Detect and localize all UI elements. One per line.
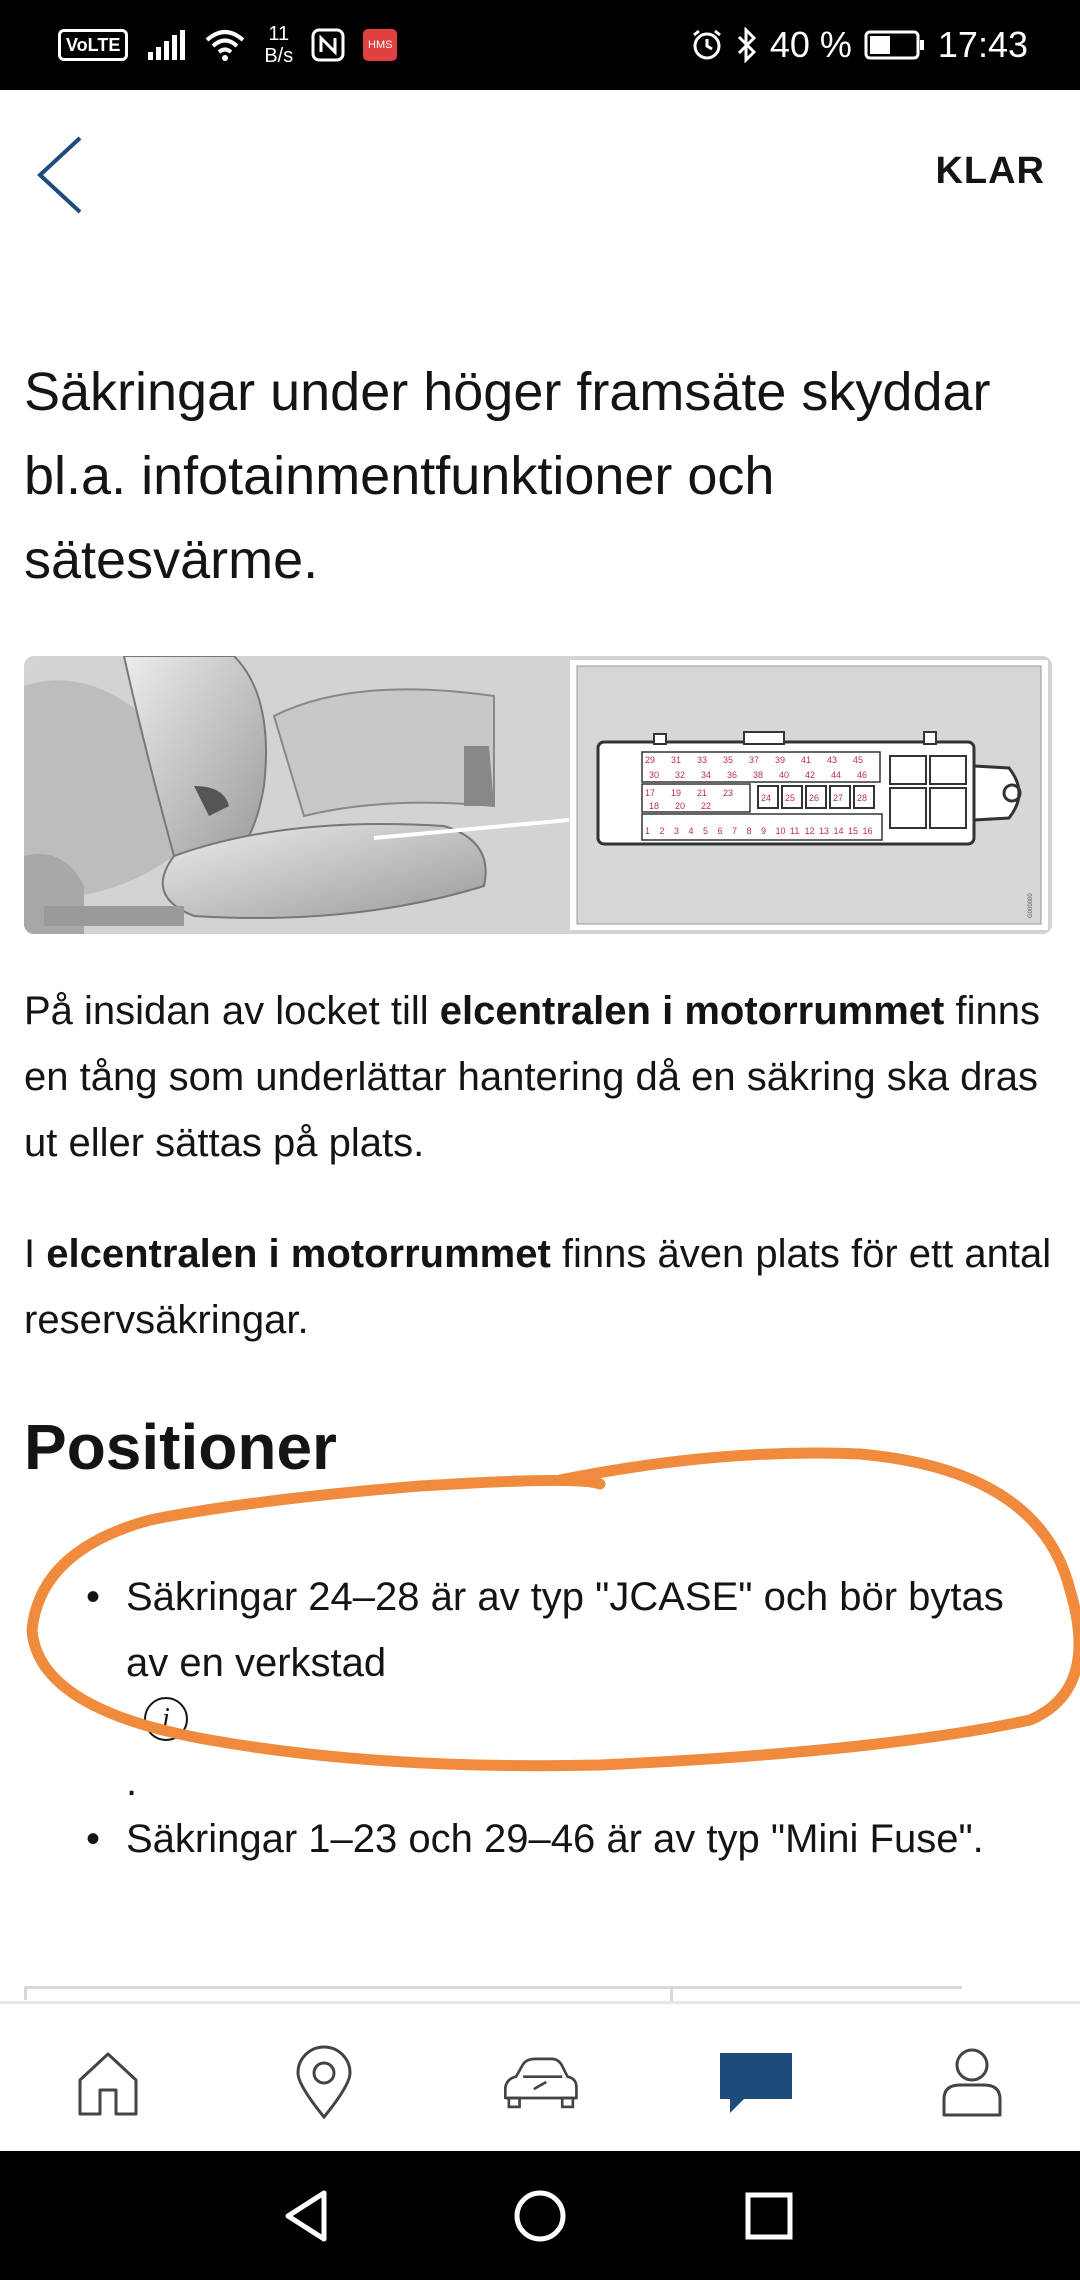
system-recents-button[interactable] bbox=[734, 2181, 804, 2251]
seat-fusebox-image bbox=[24, 656, 1052, 934]
hms-icon: HMS bbox=[363, 29, 397, 61]
fuse-label: 43 bbox=[827, 755, 838, 765]
home-icon bbox=[72, 2046, 144, 2118]
list-item-dot: . bbox=[126, 1760, 138, 1804]
back-button[interactable] bbox=[30, 130, 90, 220]
car-icon bbox=[500, 2052, 580, 2112]
svg-text:G000000: G000000 bbox=[1028, 893, 1034, 918]
net-speed-value: 11 bbox=[268, 23, 290, 45]
fuse-label: 19 bbox=[671, 788, 682, 798]
fuse-label: 7 bbox=[732, 826, 738, 836]
fuse-label: 1 bbox=[645, 826, 651, 836]
circle-home-icon bbox=[505, 2181, 575, 2251]
fuse-label: 33 bbox=[697, 755, 708, 765]
square-recents-icon bbox=[734, 2181, 804, 2251]
table-edge bbox=[24, 1986, 962, 2000]
fuse-label: 32 bbox=[675, 770, 686, 780]
paragraph-spare-fuses bbox=[24, 1221, 1054, 1353]
fuse-label: 44 bbox=[831, 770, 842, 780]
fuse-label: 23 bbox=[723, 788, 734, 798]
location-icon bbox=[294, 2045, 354, 2119]
fuse-label: 34 bbox=[701, 770, 712, 780]
volte-indicator: VoLTE bbox=[58, 29, 128, 61]
net-speed bbox=[264, 23, 293, 67]
bottom-navigation bbox=[0, 2001, 1080, 2151]
fuse-label: 17 bbox=[645, 788, 656, 798]
positions-list bbox=[86, 1564, 1036, 1696]
para1-text-a: På insidan av locket till bbox=[24, 989, 440, 1033]
nav-home[interactable] bbox=[68, 2042, 148, 2122]
wifi-icon bbox=[204, 28, 246, 62]
status-bar bbox=[0, 0, 1080, 90]
fuse-label: 38 bbox=[753, 770, 764, 780]
profile-icon bbox=[940, 2047, 1004, 2117]
fuse-label: 18 bbox=[649, 801, 660, 811]
fuse-label: 3 bbox=[674, 826, 680, 836]
fuse-label: 21 bbox=[697, 788, 708, 798]
fuse-box-illustration bbox=[24, 656, 1052, 934]
fuse-label: 37 bbox=[749, 755, 760, 765]
article-lead: Säkringar under höger framsäte skyddar bl.a. infotainmentfunktioner och sätesvärme. bbox=[24, 362, 991, 590]
done-button[interactable]: KLAR bbox=[935, 150, 1045, 192]
signal-icon bbox=[146, 30, 186, 60]
para1-text-b: finns en tång som underlättar hantering då en säkring ska dras ut eller sättas på plats. bbox=[24, 989, 1040, 1165]
fuse-label: 20 bbox=[675, 801, 686, 811]
battery-icon bbox=[864, 29, 926, 61]
net-speed-unit: B/s bbox=[264, 45, 294, 67]
para2-text-b: finns även plats för ett antal reservsäkringar. bbox=[24, 1232, 1052, 1342]
fuse-label: 45 bbox=[853, 755, 864, 765]
fuse-label: 13 bbox=[819, 826, 830, 836]
list-item-minifuse: • Säkringar 1–23 och 29–46 är av typ "Mini Fuse". bbox=[86, 1806, 1036, 1872]
fuse-label: 41 bbox=[801, 755, 812, 765]
section-heading: Positioner bbox=[24, 1411, 337, 1483]
list-item-jcase: • Säkringar 24–28 är av typ "JCASE" och bör bytas av en verkstad bbox=[86, 1564, 1036, 1696]
system-navigation-bar bbox=[0, 2151, 1080, 2280]
nav-car[interactable] bbox=[500, 2042, 580, 2122]
fuse-label: 16 bbox=[862, 826, 873, 836]
fuse-label: 10 bbox=[775, 826, 786, 836]
para2-bold: elcentralen i motorrummet bbox=[46, 1232, 551, 1276]
nav-profile[interactable] bbox=[932, 2042, 1012, 2122]
fuse-label: 6 bbox=[717, 826, 723, 836]
nfc-icon bbox=[311, 28, 345, 62]
fuse-label: 4 bbox=[688, 826, 694, 836]
battery-percent: 40 % bbox=[769, 24, 852, 65]
fuse-label: 40 bbox=[779, 770, 790, 780]
fuse-label: 15 bbox=[848, 826, 859, 836]
fuse-label: 46 bbox=[857, 770, 868, 780]
clock: 17:43 bbox=[937, 24, 1028, 65]
fuse-label-jcase: 26 bbox=[809, 793, 820, 803]
fuse-label: 5 bbox=[703, 826, 709, 836]
fuse-label-jcase: 24 bbox=[761, 793, 772, 803]
fuse-label-jcase: 28 bbox=[857, 793, 868, 803]
system-home-button[interactable] bbox=[505, 2181, 575, 2251]
nav-messages[interactable] bbox=[716, 2042, 796, 2122]
fuse-label: 2 bbox=[659, 826, 665, 836]
triangle-back-icon bbox=[274, 2181, 344, 2251]
alarm-icon bbox=[690, 28, 724, 62]
fuse-label: 29 bbox=[645, 755, 656, 765]
fuse-label: 36 bbox=[727, 770, 738, 780]
info-icon[interactable]: i bbox=[144, 1697, 188, 1741]
chat-icon bbox=[716, 2049, 796, 2115]
chevron-left-icon bbox=[30, 130, 90, 220]
para2-text-a: I bbox=[24, 1232, 47, 1276]
fuse-label: 12 bbox=[804, 826, 815, 836]
fuse-label: 11 bbox=[790, 826, 800, 836]
fuse-label: 31 bbox=[671, 755, 682, 765]
fuse-label: 35 bbox=[723, 755, 734, 765]
bluetooth-icon bbox=[736, 27, 758, 63]
fuse-label-jcase: 27 bbox=[833, 793, 844, 803]
fuse-label: 22 bbox=[701, 801, 712, 811]
fuse-label: 42 bbox=[805, 770, 816, 780]
positions-list-2 bbox=[86, 1806, 1036, 1872]
fuse-label: 9 bbox=[761, 826, 767, 836]
fuse-label-jcase: 25 bbox=[785, 793, 796, 803]
fuse-label: 39 bbox=[775, 755, 786, 765]
fuse-label: 30 bbox=[649, 770, 660, 780]
para1-bold: elcentralen i motorrummet bbox=[439, 989, 945, 1033]
nav-location[interactable] bbox=[284, 2042, 364, 2122]
fuse-label: 8 bbox=[746, 826, 752, 836]
paragraph-tool bbox=[24, 978, 1054, 1176]
fuse-label: 14 bbox=[833, 826, 844, 836]
system-back-button[interactable] bbox=[274, 2181, 344, 2251]
